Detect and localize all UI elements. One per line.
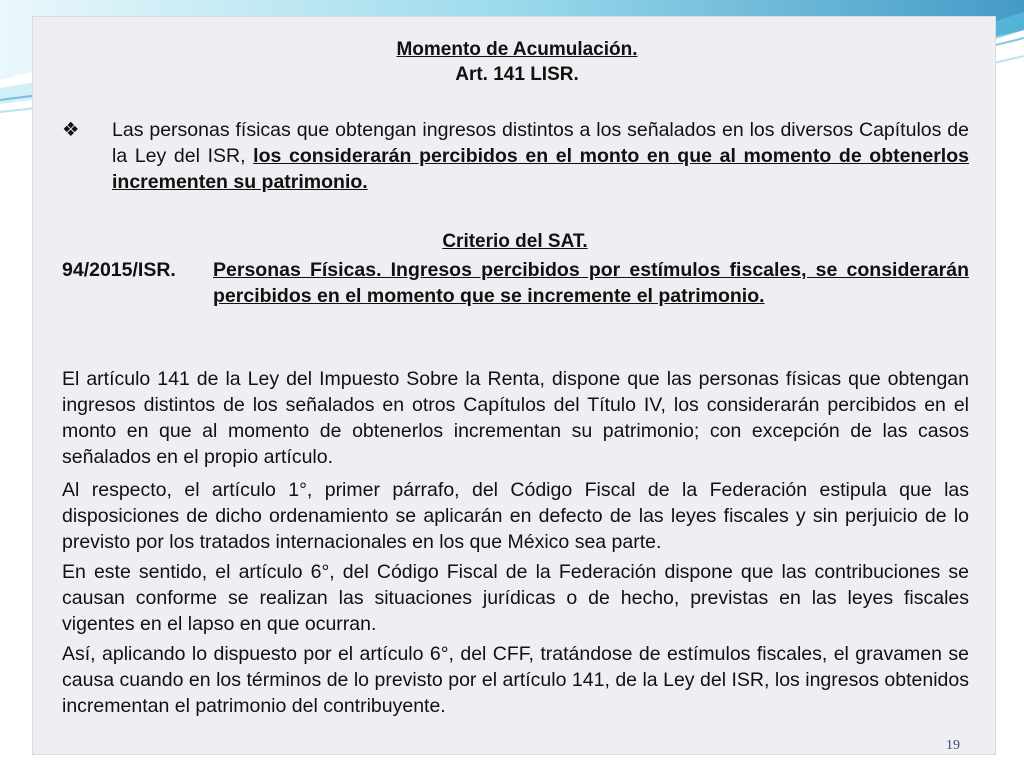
- criterio-heading: Criterio del SAT.: [442, 231, 588, 252]
- slide-subtitle: Art. 141 LISR.: [455, 64, 579, 85]
- diamond-bullet-icon: ❖: [62, 119, 80, 141]
- paragraph: Al respecto, el artículo 1°, primer párrafo, del Código Fiscal de la Federación estipula que las disposiciones de dicho ordenamiento se aplicarán en defecto de las leyes fiscales y sin perjuicio de lo previsto por los tratados internacionales en los que México sea parte.: [62, 479, 969, 553]
- page-number: 19: [946, 738, 960, 753]
- bullet-text-plain: Las personas físicas que obtengan ingresos distintos a los señalados en los diversos Capítulos de la Ley del ISR,: [112, 119, 969, 167]
- bullet-text: [112, 117, 969, 195]
- bullet-text-emphasis: los considerarán percibidos en el monto en que al momento de obtenerlos incrementen su patrimonio.: [112, 145, 969, 193]
- paragraph: El artículo 141 de la Ley del Impuesto Sobre la Renta, dispone que las personas físicas que obtengan ingresos distintos de los señalados en otros Capítulos del Título IV, los considerarán percibidos en el monto en que al momento de obtenerlos incrementan su patrimonio; con excepción de las casos señalados en el propio artículo.: [62, 368, 969, 468]
- paragraph: Así, aplicando lo dispuesto por el artículo 6°, del CFF, tratándose de estímulos fiscales, el gravamen se causa cuando en los términos de lo previsto por el artículo 141, de la Ley del ISR, los ingresos obtenidos incrementan el patrimonio del contribuyente.: [62, 643, 969, 717]
- slide-title: Momento de Acumulación.: [396, 39, 638, 60]
- paragraph: En este sentido, el artículo 6°, del Código Fiscal de la Federación dispone que las contribuciones se causan conforme se realizan las situaciones jurídicas o de hecho, previstas en las leyes fiscales vigentes en el lapso en que ocurran.: [62, 561, 969, 635]
- criterio-code: 94/2015/ISR.: [62, 259, 176, 281]
- criterio-text: Personas Físicas. Ingresos percibidos por estímulos fiscales, se considerarán percibidos en el momento que se incremente el patrimonio.: [213, 259, 969, 307]
